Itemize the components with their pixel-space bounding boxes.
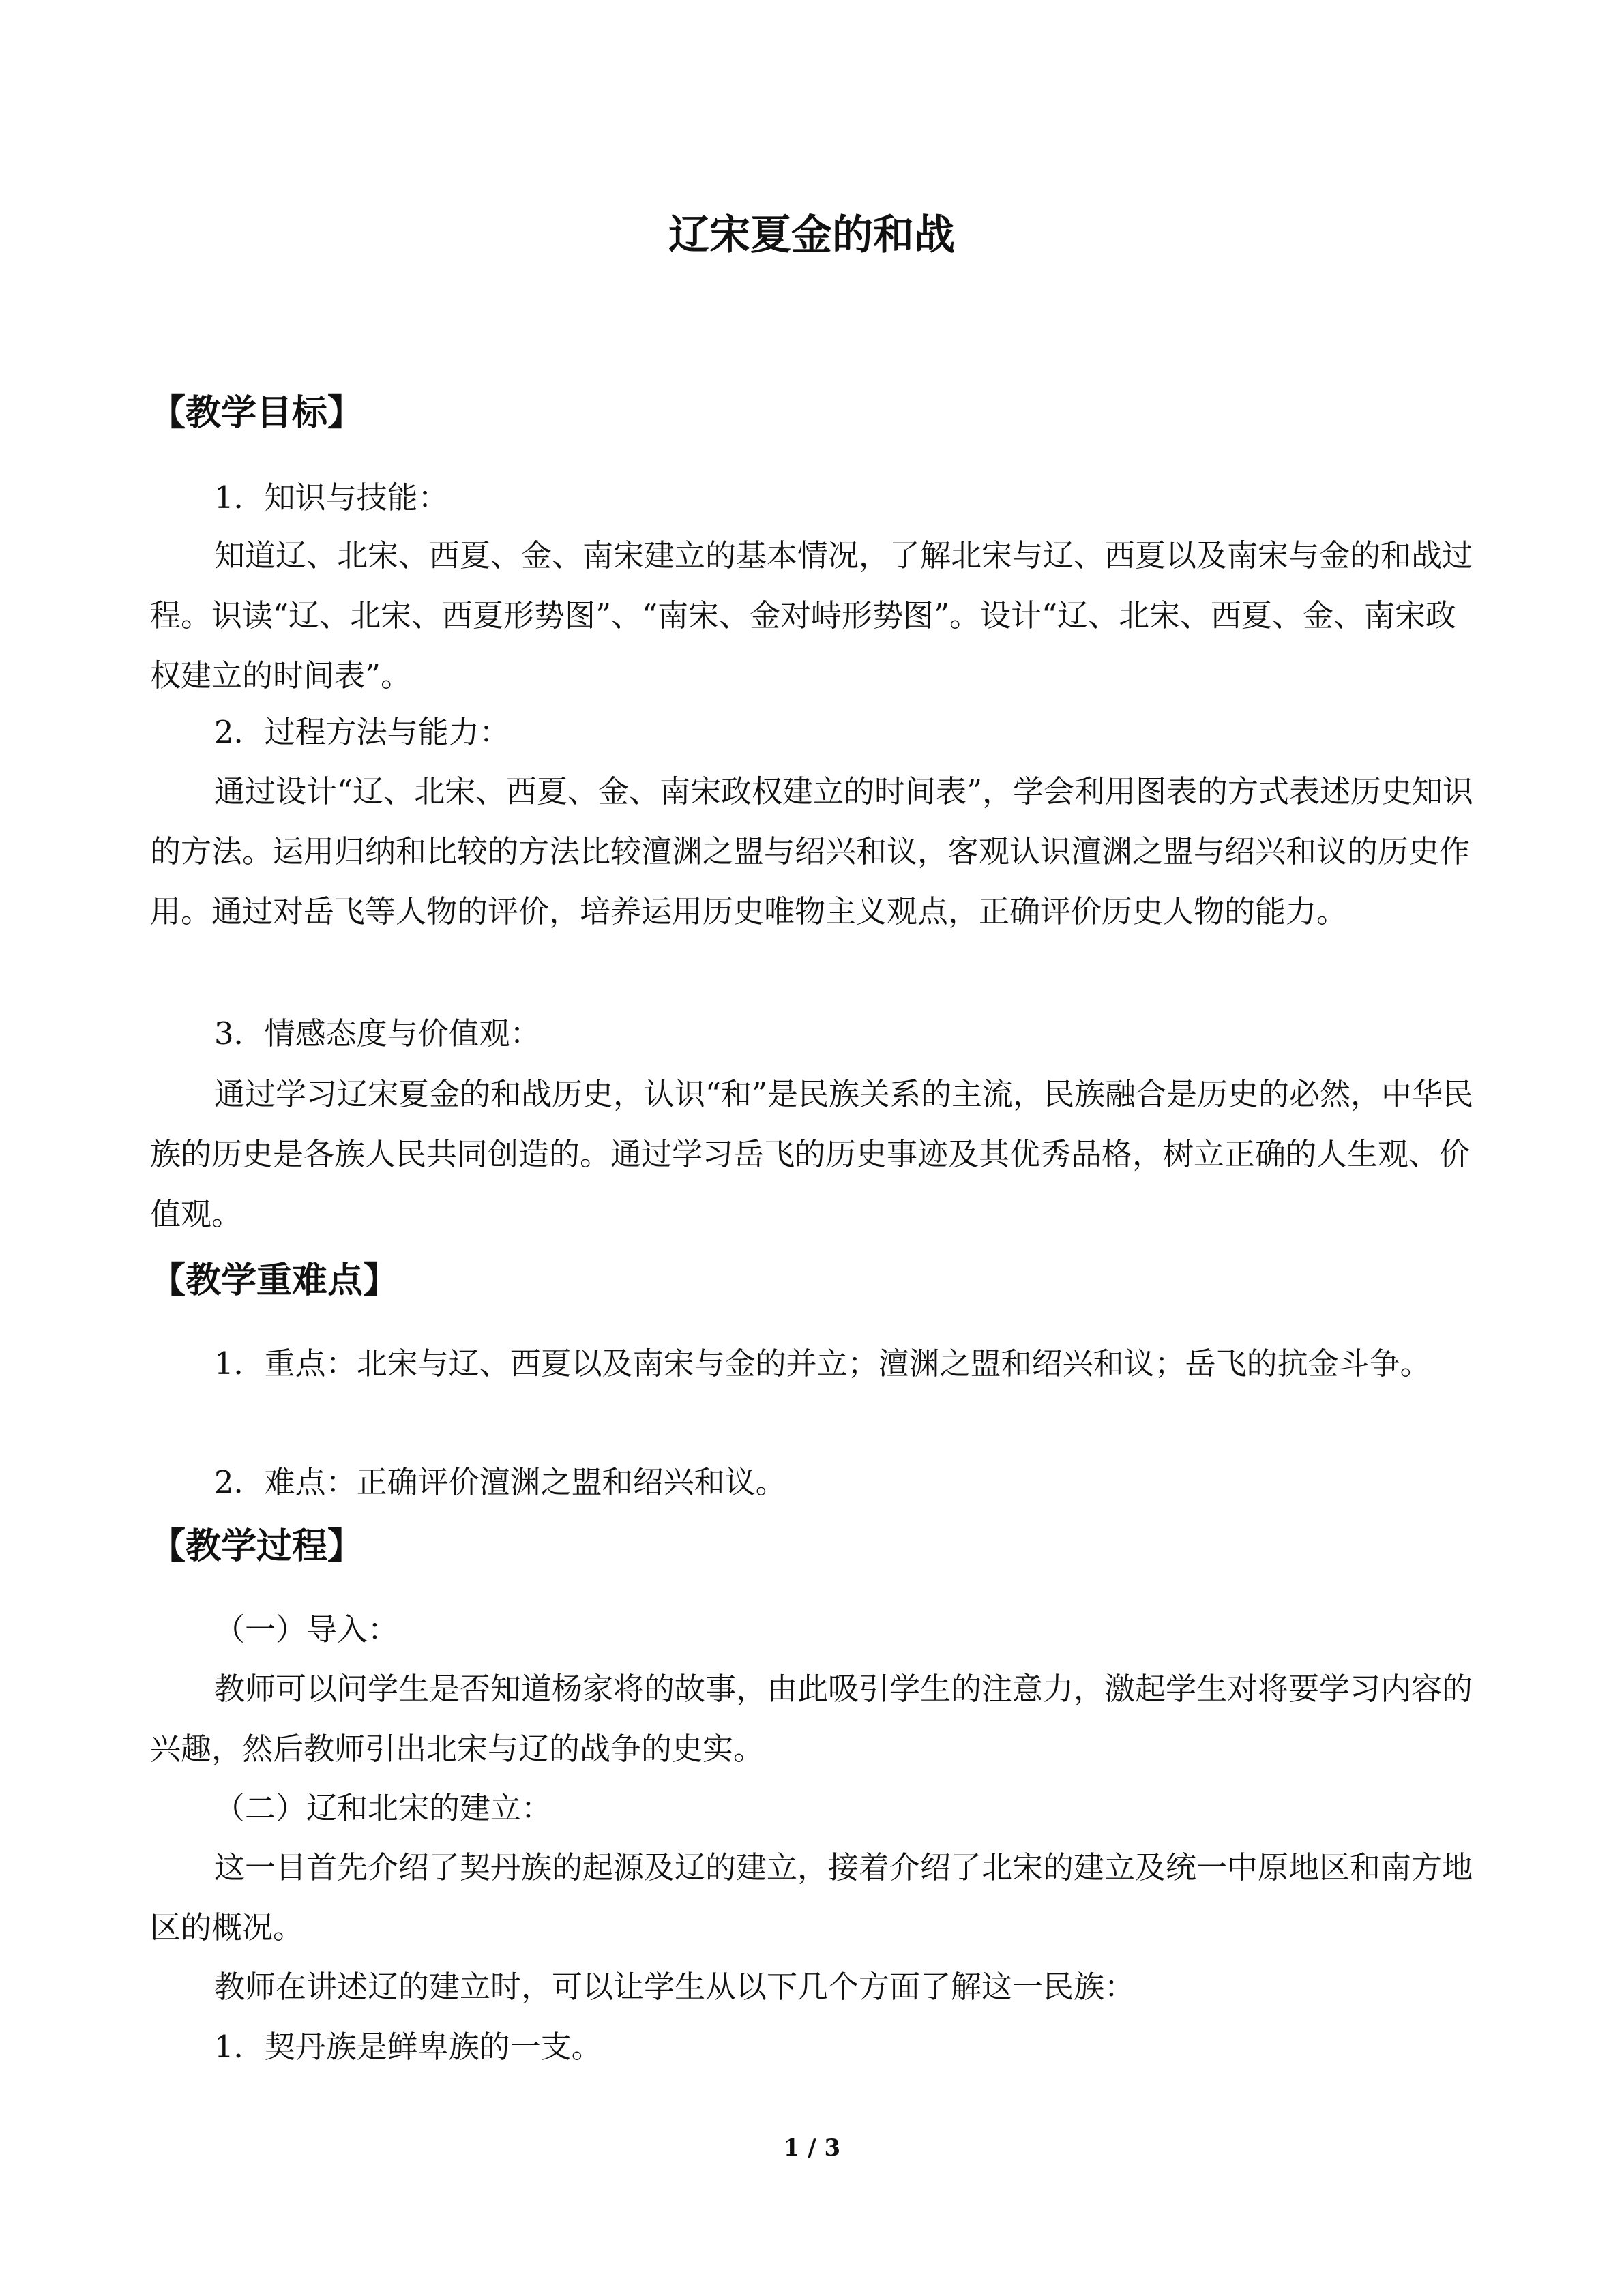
- paragraph: 3．情感态度与价值观：: [214, 1015, 541, 1052]
- paragraph: 1．知识与技能：: [214, 479, 449, 516]
- paragraph: 2．难点：正确评价澶渊之盟和绍兴和议。: [214, 1464, 786, 1500]
- paragraph: 教师可以问学生是否知道杨家将的故事，由此吸引学生的注意力，激起学生对将要学习内容的兴趣，然后教师引出北宋与辽的战争的史实。: [150, 1671, 1473, 1767]
- paragraph: （一）导入：: [214, 1611, 399, 1648]
- paragraph: 2．过程方法与能力：: [214, 714, 510, 750]
- paragraph: 通过学习辽宋夏金的和战历史，认识“和”是民族关系的主流，民族融合是历史的必然，中华民族的历史是各族人民共同创造的。通过学习岳飞的历史事迹及其优秀品格，树立正确的人生观、价值观。: [150, 1076, 1474, 1232]
- section-heading-key-points: 【教学重难点】: [150, 1260, 399, 1301]
- paragraph: 知道辽、北宋、西夏、金、南宋建立的基本情况，了解北宋与辽、西夏以及南宋与金的和战过程。识读“辽、北宋、西夏形势图”、“南宋、金对峙形势图”。设计“辽、北宋、西夏、金、南宋政权建立的时间表”。: [150, 537, 1473, 694]
- paragraph: 教师在讲述辽的建立时，可以让学生从以下几个方面了解这一民族：: [214, 1969, 1136, 2005]
- paragraph: 1．契丹族是鲜卑族的一支。: [214, 2029, 602, 2065]
- document-title: 辽宋夏金的和战: [668, 211, 955, 259]
- section-heading-process: 【教学过程】: [150, 1526, 364, 1567]
- paragraph: 通过设计“辽、北宋、西夏、金、南宋政权建立的时间表”，学会利用图表的方式表述历史知识的方法。运用归纳和比较的方法比较澶渊之盟与绍兴和议，客观认识澶渊之盟与绍兴和议的历史作用。通过对岳飞等人物的评价，培养运用历史唯物主义观点，正确评价历史人物的能力。: [150, 773, 1474, 929]
- paragraph: 这一目首先介绍了契丹族的起源及辽的建立，接着介绍了北宋的建立及统一中原地区和南方地区的概况。: [150, 1849, 1473, 1945]
- paragraph: （二）辽和北宋的建立：: [214, 1790, 552, 1826]
- paragraph: 1．重点：北宋与辽、西夏以及南宋与金的并立；澶渊之盟和绍兴和议；岳飞的抗金斗争。: [214, 1345, 1431, 1382]
- document-page: [150, 0, 1473, 2296]
- section-heading-objectives: 【教学目标】: [150, 393, 364, 434]
- page-number: 1 / 3: [783, 2134, 841, 2162]
